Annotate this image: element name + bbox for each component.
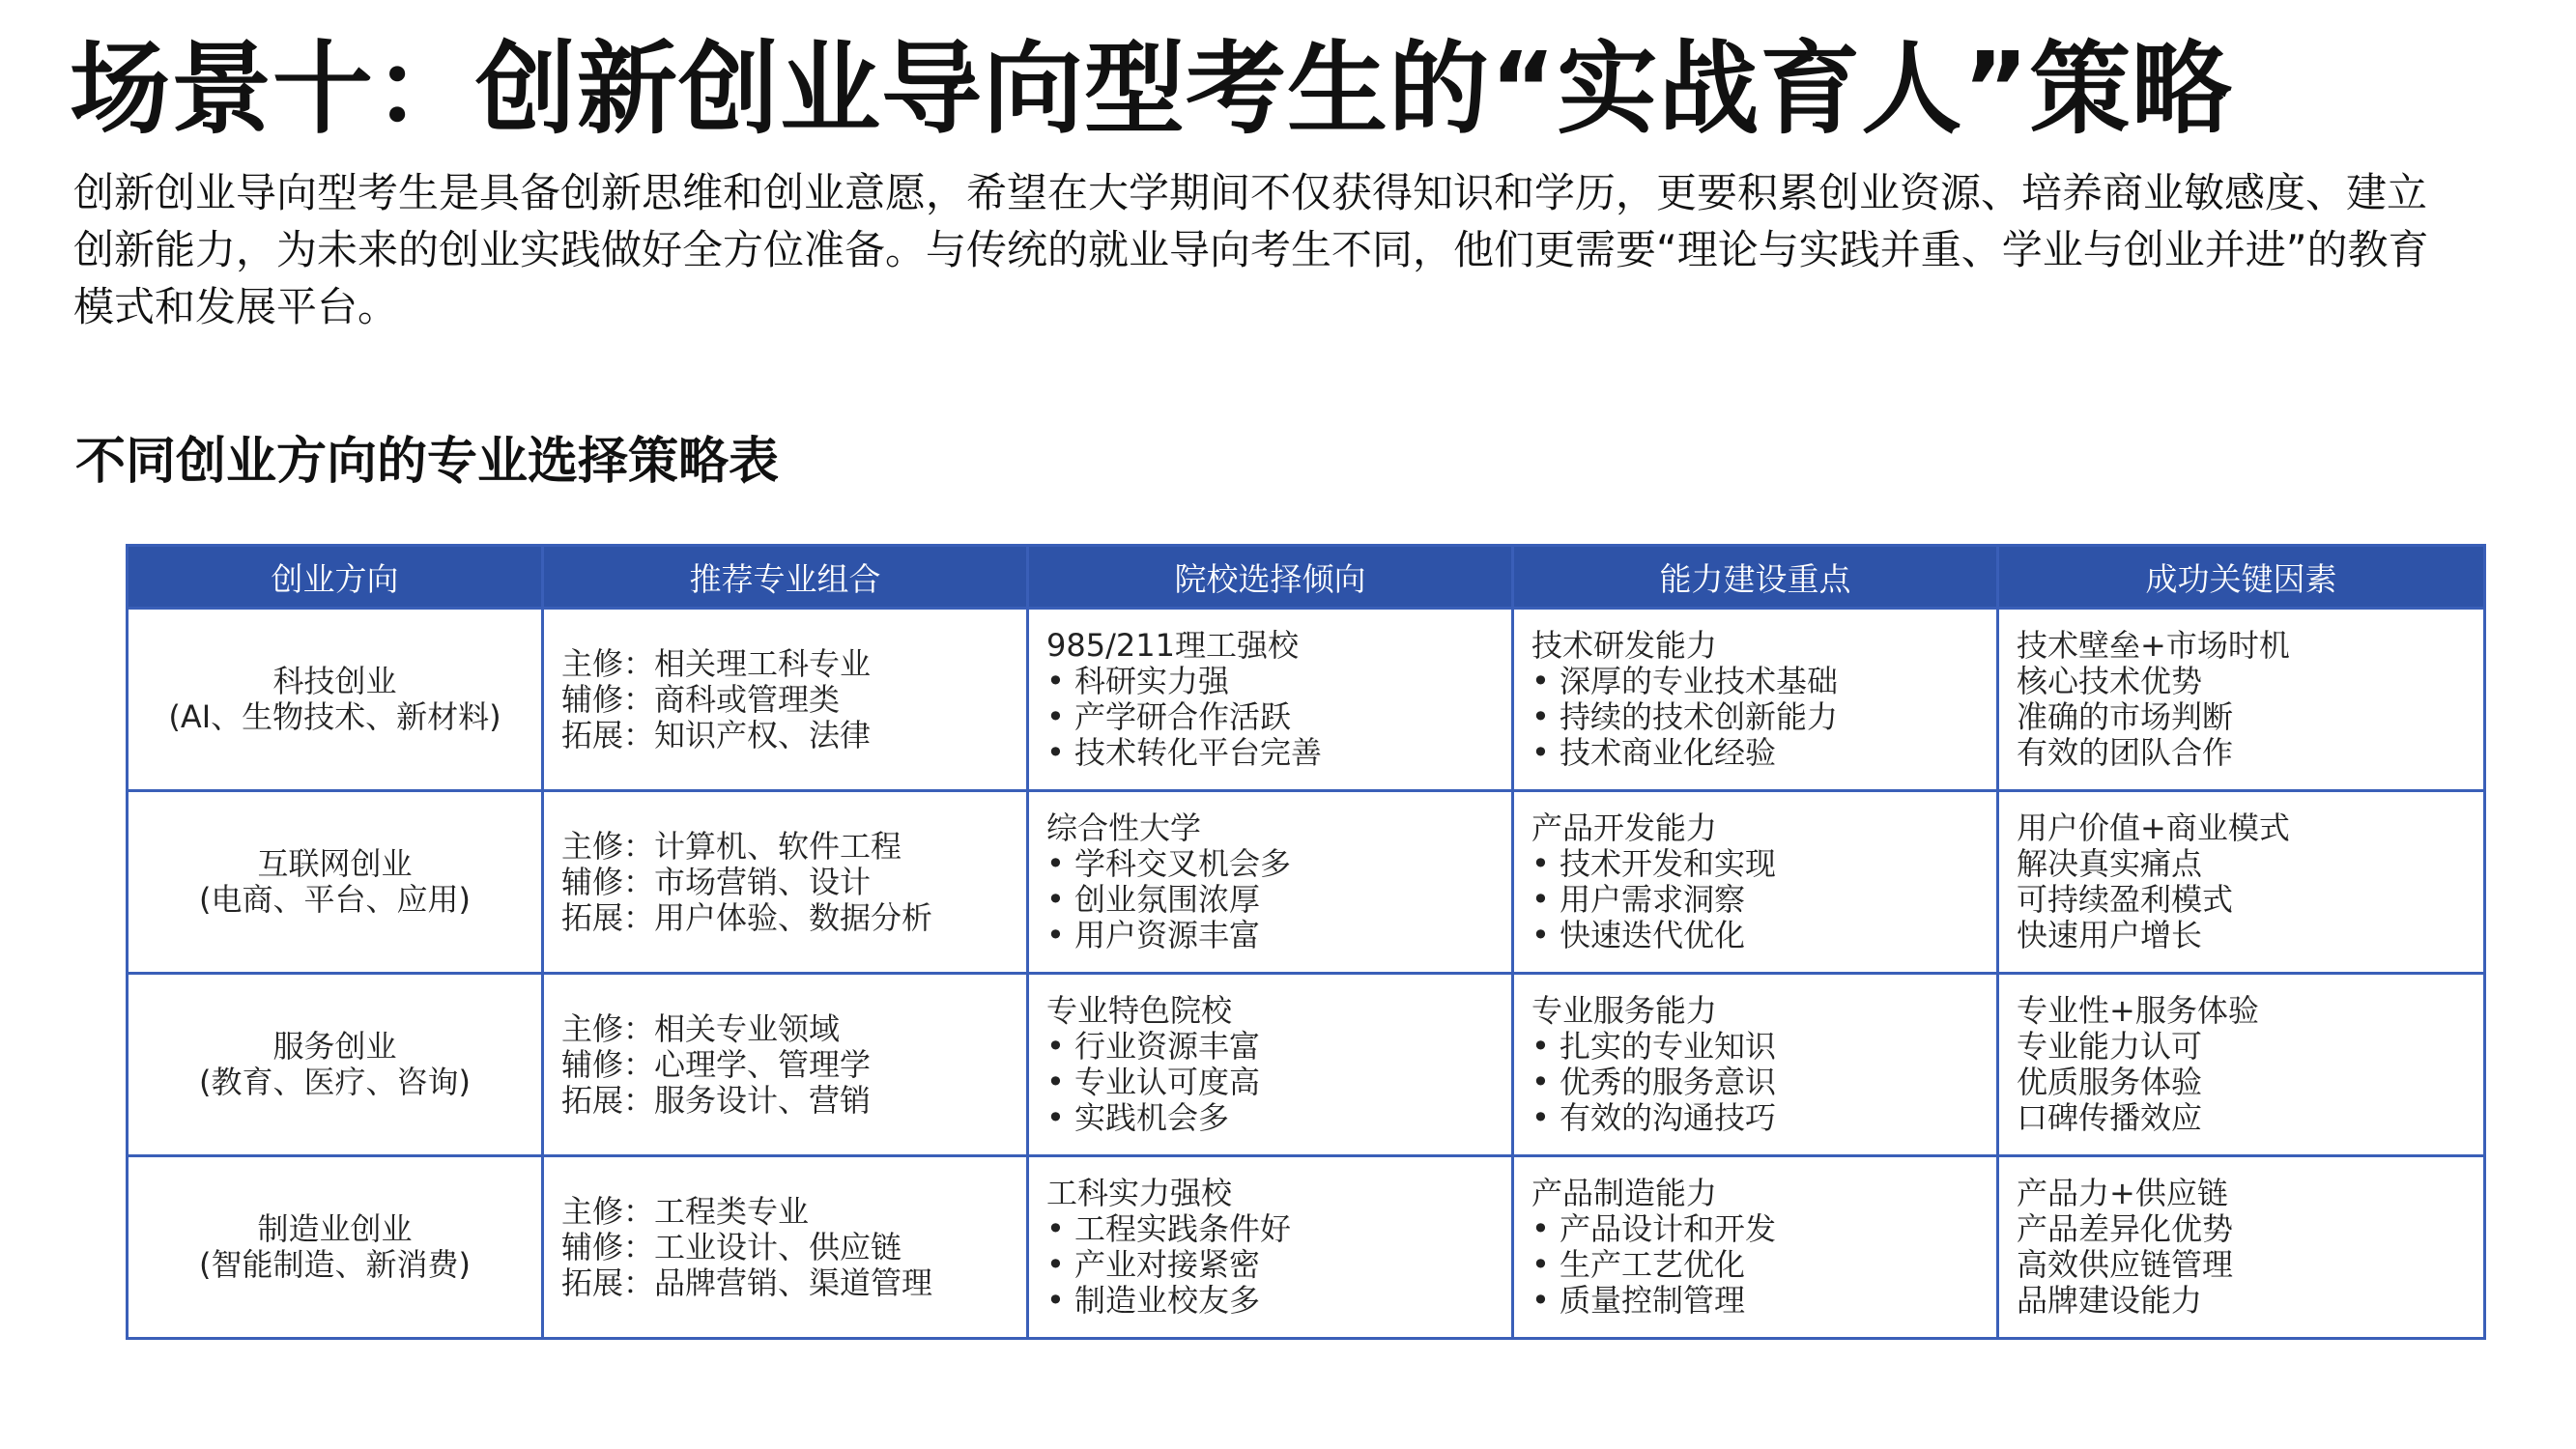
cell-schools (1028, 609, 1513, 791)
ability-line: 专业服务能力 (1531, 992, 1718, 1029)
table-row (128, 609, 2485, 791)
school-line: • 制造业校友多 (1046, 1282, 1261, 1319)
ability-line: • 扎实的专业知识 (1531, 1028, 1777, 1065)
ability-line: • 生产工艺优化 (1531, 1246, 1746, 1283)
ability-line: 产品制造能力 (1531, 1175, 1718, 1211)
page-title: 场景十：创新创业导向型考生的“实战育人”策略 (70, 30, 2233, 148)
ability-line: • 快速迭代优化 (1531, 917, 1746, 953)
ability-line: • 优秀的服务意识 (1531, 1064, 1777, 1100)
cell-factors (1998, 609, 2485, 791)
cell-abilities (1513, 609, 1998, 791)
cell-majors (543, 974, 1028, 1156)
header-majors: 推荐专业组合 (543, 546, 1028, 609)
school-line: • 技术转化平台完善 (1046, 734, 1323, 771)
cell-abilities (1513, 791, 1998, 974)
cell-factors (1998, 974, 2485, 1156)
school-line: • 专业认可度高 (1046, 1064, 1261, 1100)
direction-name: 服务创业 (272, 1028, 397, 1065)
cell-abilities (1513, 974, 1998, 1156)
cell-schools (1028, 974, 1513, 1156)
factor-line: 用户价值+商业模式 (2017, 810, 2290, 846)
ability-line: • 深厚的专业技术基础 (1531, 663, 1839, 699)
cell-direction (128, 974, 543, 1156)
ability-line: • 技术商业化经验 (1531, 734, 1777, 771)
cell-majors (543, 1156, 1028, 1339)
major-line: 辅修：工业设计、供应链 (561, 1228, 902, 1265)
direction-examples: (电商、平台、应用) (199, 881, 471, 918)
factor-line: 品牌建设能力 (2017, 1282, 2203, 1319)
direction-examples: (AI、生物技术、新材料) (168, 698, 501, 735)
cell-majors (543, 791, 1028, 974)
cell-schools (1028, 1156, 1513, 1339)
table-row (128, 791, 2485, 974)
direction-examples: (教育、医疗、咨询) (199, 1064, 471, 1100)
cell-schools (1028, 791, 1513, 974)
factor-line: 快速用户增长 (2017, 917, 2203, 953)
school-line: • 行业资源丰富 (1046, 1028, 1261, 1065)
major-line: 主修：计算机、软件工程 (561, 827, 902, 865)
factor-line: 解决真实痛点 (2017, 845, 2203, 882)
intro-paragraph: 创新创业导向型考生是具备创新思维和创业意愿，希望在大学期间不仅获得知识和学历，更要积累创业资源、培养商业敏感度、建立创新能力，为未来的创业实践做好全方位准备。与传统的就业导向考生不同，他们更需要“理论与实践并重、学业与创业并进”的教育模式和发展平台。 (73, 169, 2429, 330)
school-line: 985/211理工强校 (1046, 627, 1299, 664)
table-title: 不同创业方向的专业选择策略表 (75, 433, 780, 491)
major-line: 拓展：品牌营销、渠道管理 (561, 1264, 933, 1301)
strategy-table (126, 544, 2486, 1340)
ability-line: • 技术开发和实现 (1531, 845, 1777, 882)
cell-direction (128, 609, 543, 791)
factor-line: 专业能力认可 (2017, 1028, 2203, 1065)
school-line: 专业特色院校 (1046, 992, 1233, 1029)
major-line: 辅修：商科或管理类 (561, 680, 841, 718)
factor-line: 有效的团队合作 (2017, 734, 2234, 771)
factor-line: 产品差异化优势 (2017, 1210, 2234, 1247)
school-line: 综合性大学 (1046, 810, 1202, 846)
major-line: 辅修：市场营销、设计 (561, 863, 872, 900)
ability-line: • 产品设计和开发 (1531, 1210, 1777, 1247)
direction-examples: (智能制造、新消费) (199, 1246, 471, 1283)
major-line: 拓展：知识产权、法律 (561, 716, 872, 753)
major-line: 拓展：服务设计、营销 (561, 1081, 872, 1119)
major-line: 主修：相关专业领域 (561, 1009, 841, 1047)
cell-direction (128, 791, 543, 974)
cell-majors (543, 609, 1028, 791)
major-line: 拓展：用户体验、数据分析 (561, 898, 933, 936)
factor-line: 专业性+服务体验 (2017, 992, 2259, 1029)
table-row (128, 974, 2485, 1156)
school-line: • 科研实力强 (1046, 663, 1230, 699)
ability-line: • 持续的技术创新能力 (1531, 698, 1839, 735)
ability-line: • 有效的沟通技巧 (1531, 1099, 1777, 1136)
table-row (128, 1156, 2485, 1339)
factor-line: 产品力+供应链 (2017, 1175, 2228, 1211)
direction-name: 科技创业 (272, 663, 397, 699)
school-line: • 产业对接紧密 (1046, 1246, 1261, 1283)
major-line: 辅修：心理学、管理学 (561, 1045, 872, 1083)
header-direction: 创业方向 (128, 546, 543, 609)
header-schools: 院校选择倾向 (1028, 546, 1513, 609)
school-line: • 工程实践条件好 (1046, 1210, 1292, 1247)
school-line: • 实践机会多 (1046, 1099, 1230, 1136)
school-line: • 产学研合作活跃 (1046, 698, 1292, 735)
factor-line: 优质服务体验 (2017, 1064, 2203, 1100)
school-line: • 用户资源丰富 (1046, 917, 1261, 953)
school-line: • 学科交叉机会多 (1046, 845, 1292, 882)
header-abilities: 能力建设重点 (1513, 546, 1998, 609)
table-header-row (128, 546, 2485, 609)
cell-direction (128, 1156, 543, 1339)
direction-name: 制造业创业 (257, 1210, 413, 1247)
major-line: 主修：相关理工科专业 (561, 644, 872, 682)
cell-factors (1998, 1156, 2485, 1339)
ability-line: • 质量控制管理 (1531, 1282, 1746, 1319)
major-line: 主修：工程类专业 (561, 1192, 810, 1230)
factor-line: 核心技术优势 (2017, 663, 2203, 699)
school-line: 工科实力强校 (1046, 1175, 1233, 1211)
school-line: • 创业氛围浓厚 (1046, 881, 1261, 918)
cell-factors (1998, 791, 2485, 974)
ability-line: • 用户需求洞察 (1531, 881, 1746, 918)
direction-name: 互联网创业 (257, 845, 413, 882)
header-factors: 成功关键因素 (1998, 546, 2485, 609)
ability-line: 技术研发能力 (1531, 627, 1718, 664)
cell-abilities (1513, 1156, 1998, 1339)
ability-line: 产品开发能力 (1531, 810, 1718, 846)
factor-line: 准确的市场判断 (2017, 698, 2234, 735)
factor-line: 技术壁垒+市场时机 (2017, 627, 2290, 664)
factor-line: 高效供应链管理 (2017, 1246, 2234, 1283)
factor-line: 可持续盈利模式 (2017, 881, 2234, 918)
factor-line: 口碑传播效应 (2017, 1099, 2203, 1136)
